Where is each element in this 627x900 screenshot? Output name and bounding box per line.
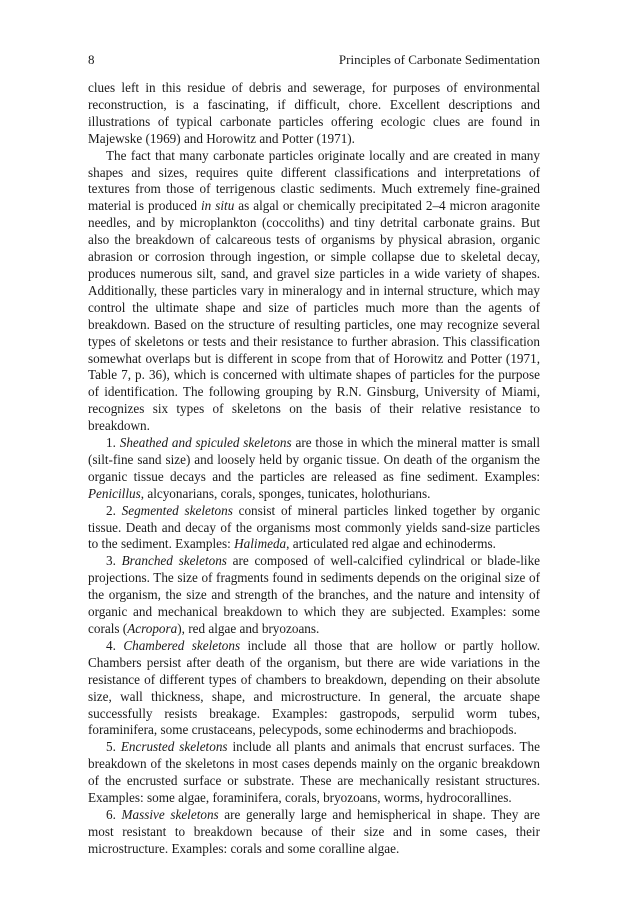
- list-number: 5.: [106, 739, 121, 755]
- text-segment: are composed of well-calcified cylindrical or blade-like projections. The size of fragments found in sediments depends on the original size of the organism, the size and strength of the branches, and the nature and intensity of organic and mechanical breakdown to which they are subjected. Examples: some corals (: [88, 553, 541, 636]
- page-header: [88, 52, 540, 68]
- text-segment: are those in which the mineral matter is small (silt-fine sand size) and loosely held by organic tissue. On death of the organism the organic tissue decays and the particles are released as fine sediment. Examples:: [88, 435, 540, 484]
- italic-term: in situ: [201, 198, 235, 214]
- italic-term: Halimeda: [234, 536, 287, 552]
- text-segment: as algal or chemically precipitated 2–4 micron aragonite needles, and by microplankton (coccoliths) and tiny detrital carbonate grains. But also the breakdown of calcareous tests of organisms by physical abrasion, organic abrasion or corrosion through ingestion, or simple collapse due to skeletal decay, produces numerous silt, sand, and gravel size particles in a wide variety of shapes. Additionally, these particles vary in mineralogy and in internal structure, which may control the ultimate shape and size of particles much more than the agents of breakdown. Based on the structure of resulting particles, one may recognize several types of skeletons or tests and their resistance to further abrasion. This classification somewhat overlaps but is different in scope from that of Horowitz and Potter (1971, Table 7, p. 36), which is concerned with ultimate shapes of particles for the purpose of identification. The following grouping by R.N. Ginsburg, University of Miami, recognizes six types of skeletons on the basis of their relative resistance to breakdown.: [88, 198, 540, 434]
- text-segment: are generally large and hemispherical in shape. They are most resistant to breakdown because of their size and in some cases, their microstructure. Examples: corals and some coralline algae.: [88, 806, 541, 856]
- paragraph-continuation: [88, 80, 540, 148]
- list-number: 2.: [106, 502, 122, 518]
- running-head: Principles of Carbonate Sedimentation: [338, 52, 540, 67]
- text-segment: The fact that many carbonate particles originate locally and are created in many shapes and sizes, requires quite different classifications and interpretations of textures from those of terrigenous clastic sediments. Much extremely fine-grained material is produced: [88, 147, 540, 214]
- italic-term: Encrusted skeletons: [120, 739, 228, 755]
- text-segment: include all plants and animals that encrust surfaces. The breakdown of the skeletons in most cases depends mainly on the organic breakdown of the encrusted surface or substrate. These are mechanically resistant structures. Examples: some algae, foraminifera, corals, bryozoans, worms, hydrocorallines.: [88, 739, 540, 806]
- italic-term: Chambered skeletons: [123, 637, 241, 653]
- list-number: 1.: [106, 435, 120, 451]
- text-segment: consist of mineral particles linked together by organic tissue. Death and decay of the organisms most commonly yields sand-size particles to the sediment. Examples:: [88, 502, 540, 552]
- body-text: [88, 80, 540, 858]
- italic-term: Segmented skeletons: [121, 502, 233, 518]
- text-segment: , alcyonarians, corals, sponges, tunicates, holothurians.: [140, 485, 431, 501]
- text-segment: include all those that are hollow or partly hollow. Chambers persist after death of the organism, but there are wide variations in the resistance of different types of chambers to breakdown, depending on their absolute size, wall thickness, shape, and microstructure. In general, the arcuate shape successfully resists breakage. Examples: gastropods, serpulid worm tubes, foraminifera, some crustaceans, pelecypods, some echinoderms and brachiopods.: [88, 637, 540, 738]
- paragraph-massive-skeletons: [88, 807, 540, 858]
- text-segment: clues left in this residue of debris and sewerage, for purposes of environmental reconstruction, is a fascinating, if difficult, chore. Excellent descriptions and illustrations of typical carbonate particles offering ecologic clues are found in Majewske (1969) and Horowitz and Potter (1971).: [88, 80, 540, 146]
- page-number: 8: [88, 52, 95, 67]
- italic-term: Massive skeletons: [121, 806, 219, 822]
- italic-term: Penicillus: [88, 485, 141, 501]
- italic-term: Branched skeletons: [121, 553, 227, 569]
- list-number: 6.: [106, 806, 122, 822]
- italic-term: Sheathed and spiculed skeletons: [119, 435, 292, 451]
- text-segment: , articulated red algae and echinoderms.: [286, 536, 496, 552]
- text-segment: ), red algae and bryozoans.: [177, 621, 320, 636]
- list-number: 3.: [106, 553, 122, 569]
- paragraph-chambered-skeletons: [88, 638, 540, 739]
- paragraph-encrusted-skeletons: [88, 739, 540, 807]
- paragraph-branched-skeletons: [88, 553, 540, 638]
- paragraph-segmented-skeletons: [88, 503, 540, 554]
- italic-term: Acropora: [127, 621, 178, 636]
- paragraph-sheathed-skeletons: [88, 435, 540, 503]
- list-number: 4.: [106, 637, 124, 653]
- paragraph-carbonate-particles: [88, 148, 540, 435]
